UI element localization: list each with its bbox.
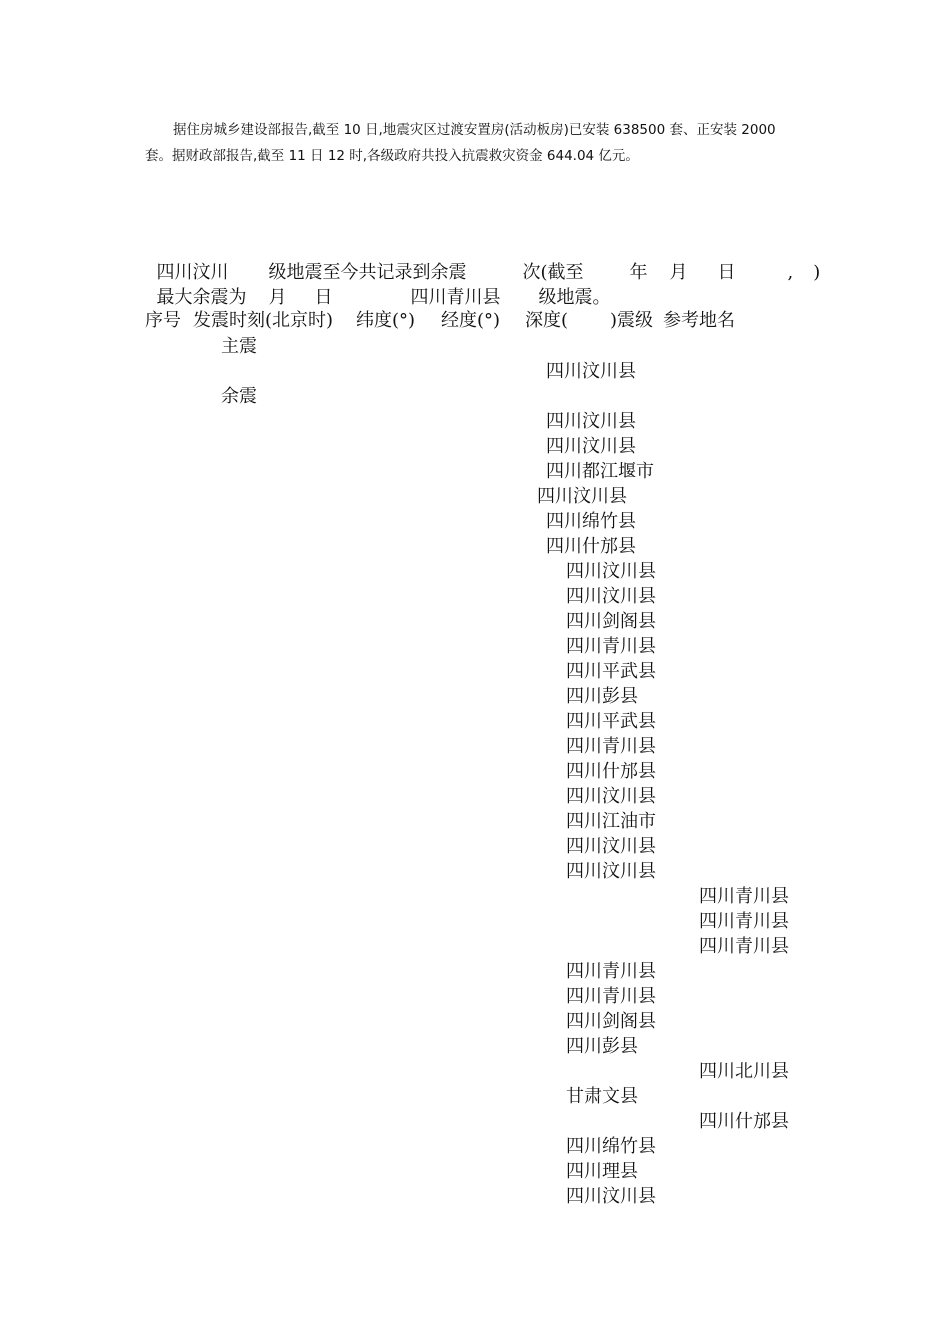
- summary-line-2: [145, 260, 610, 310]
- summary-max-label: 最大余震为: [156, 287, 247, 308]
- summary-part-a: 四川汶川: [156, 262, 229, 283]
- table-header-no: 序号: [145, 310, 181, 331]
- main-shock-label: 主震: [221, 336, 257, 357]
- place-row: 四川青川县: [699, 886, 789, 907]
- place-row: 四川平武县: [566, 711, 656, 732]
- place-row: 四川江油市: [566, 811, 656, 832]
- place-row: 四川都江堰市: [546, 461, 654, 482]
- place-row: 四川青川县: [699, 936, 789, 957]
- place-row: 四川汶川县: [546, 361, 636, 382]
- place-row: 四川汶川县: [537, 486, 627, 507]
- table-header-place: 参考地名: [663, 310, 735, 331]
- summary-year: 年: [629, 262, 648, 283]
- place-row: 四川汶川县: [566, 836, 656, 857]
- place-row: 四川什邡县: [546, 536, 636, 557]
- place-row: 四川彭县: [566, 1036, 638, 1057]
- place-row: 四川剑阁县: [566, 611, 656, 632]
- place-row: 四川青川县: [566, 961, 656, 982]
- summary-max-month: 月: [268, 287, 287, 308]
- table-header-depth: 深度(: [525, 310, 569, 331]
- table-header-lon: 经度(°): [441, 310, 501, 331]
- place-row: 四川汶川县: [566, 586, 656, 607]
- summary-day: 日: [717, 262, 736, 283]
- report-text-line-2: 套。据财政部报告,截至 11 日 12 时,各级政府共投入抗震救灾资金 644.04 亿元。: [145, 148, 639, 164]
- summary-part-b: 级地震至今共记录到余震: [268, 262, 467, 283]
- place-row: 四川绵竹县: [566, 1136, 656, 1157]
- place-row: 四川青川县: [566, 636, 656, 657]
- summary-max-tail: 级地震。: [538, 287, 611, 308]
- place-row: 四川绵竹县: [546, 511, 636, 532]
- place-row: 四川汶川县: [546, 411, 636, 432]
- place-row: 四川汶川县: [566, 1186, 656, 1207]
- place-row: 四川汶川县: [546, 436, 636, 457]
- place-row: 四川汶川县: [566, 561, 656, 582]
- place-row: 四川理县: [566, 1161, 638, 1182]
- place-row: 四川青川县: [699, 911, 789, 932]
- place-row: 四川青川县: [566, 986, 656, 1007]
- place-row: 四川平武县: [566, 661, 656, 682]
- place-row: 四川什邡县: [699, 1111, 789, 1132]
- place-row: 四川彭县: [566, 686, 638, 707]
- place-row: 四川北川县: [699, 1061, 789, 1082]
- summary-max-day: 日: [314, 287, 333, 308]
- place-row: 四川汶川县: [566, 786, 656, 807]
- summary-paren: ): [813, 262, 821, 283]
- place-row: 甘肃文县: [566, 1086, 638, 1107]
- summary-month: 月: [669, 262, 688, 283]
- table-header-mag: )震级: [610, 310, 654, 331]
- place-row: 四川汶川县: [566, 861, 656, 882]
- place-row: 四川青川县: [566, 736, 656, 757]
- report-text-line-1: 据住房城乡建设部报告,截至 10 日,地震灾区过渡安置房(活动板房)已安装 638500 套、正安装 2000: [173, 122, 776, 138]
- place-row: 四川剑阁县: [566, 1011, 656, 1032]
- table-header-lat: 纬度(°): [356, 310, 416, 331]
- summary-comma: ,: [787, 262, 794, 283]
- table-header-time: 发震时刻(北京时): [193, 310, 334, 331]
- summary-max-place: 四川青川县: [410, 287, 501, 308]
- aftershock-label: 余震: [221, 386, 257, 407]
- summary-part-c: 次(截至: [522, 262, 584, 283]
- place-row: 四川什邡县: [566, 761, 656, 782]
